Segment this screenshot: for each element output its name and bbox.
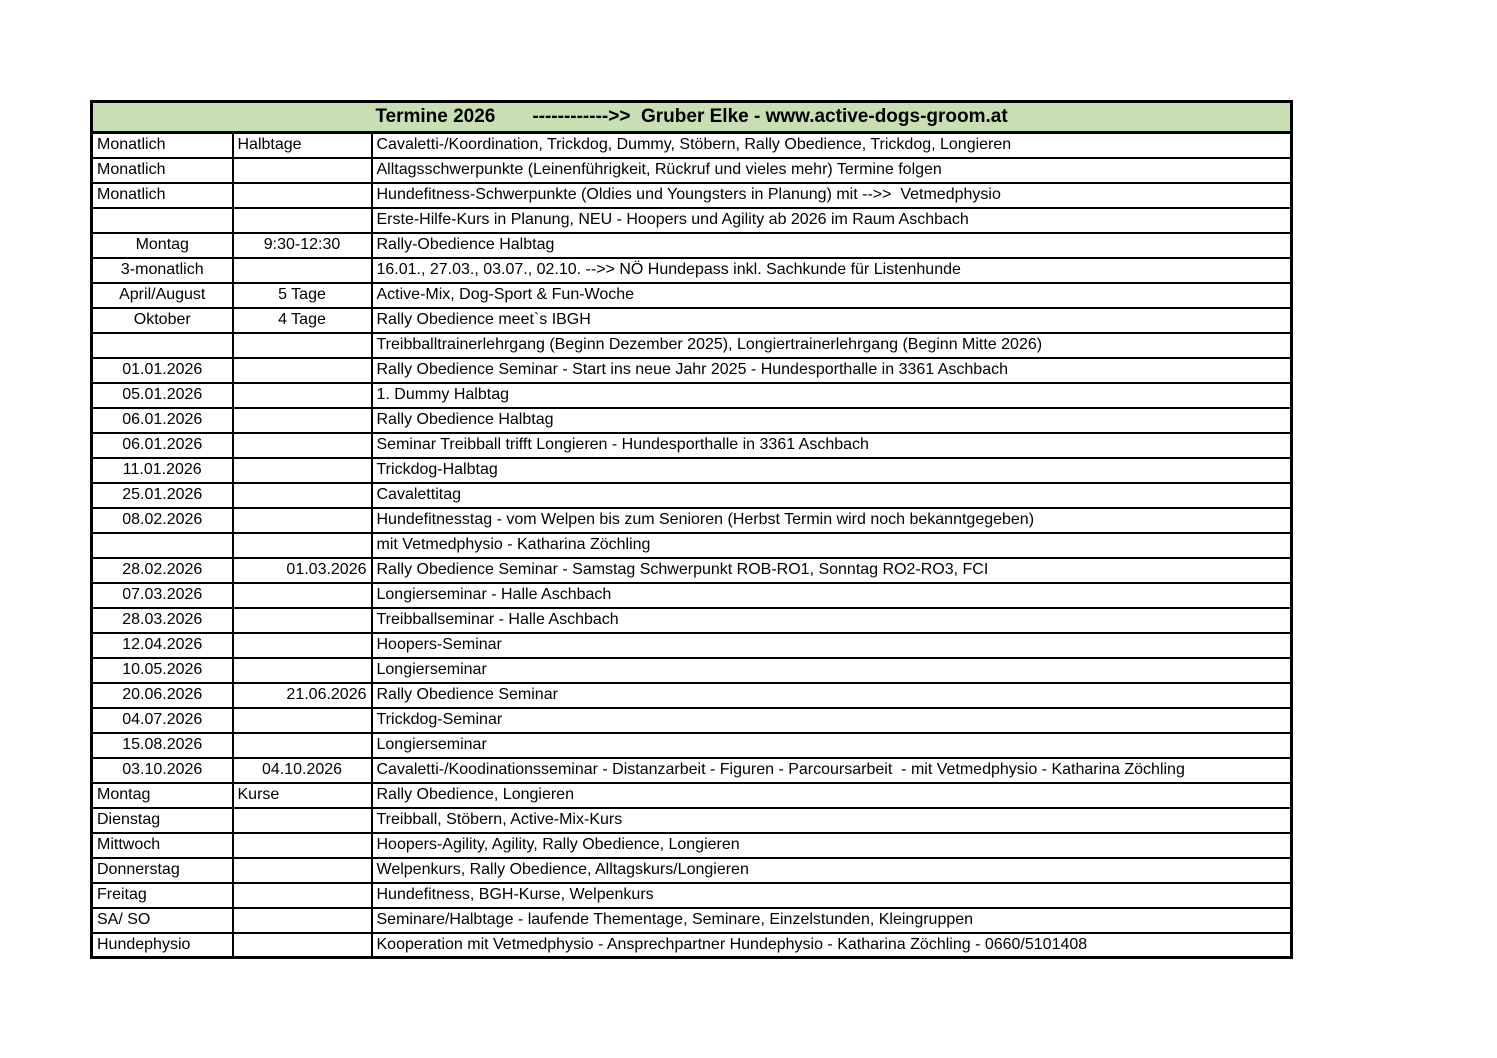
secondary-cell [233,733,372,758]
date-cell: Mittwoch [92,833,233,858]
table-row [92,608,1292,633]
table-row [92,583,1292,608]
secondary-cell: 9:30-12:30 [233,233,372,258]
description-cell: Seminar Treibball trifft Longieren - Hundesporthalle in 3361 Aschbach [372,433,1292,458]
description-cell: Erste-Hilfe-Kurs in Planung, NEU - Hoopers und Agility ab 2026 im Raum Aschbach [372,208,1292,233]
secondary-cell [233,633,372,658]
table-row [92,558,1292,583]
secondary-cell [233,433,372,458]
date-cell: April/August [92,283,233,308]
secondary-cell [233,883,372,908]
date-cell: 06.01.2026 [92,408,233,433]
date-cell: 28.03.2026 [92,608,233,633]
title-row [92,102,1292,133]
description-cell: Longierseminar [372,658,1292,683]
table-row [92,433,1292,458]
secondary-cell [233,833,372,858]
date-cell: 28.02.2026 [92,558,233,583]
description-cell: Kooperation mit Vetmedphysio - Ansprechpartner Hundephysio - Katharina Zöchling - 0660/5101408 [372,933,1292,958]
date-cell: 25.01.2026 [92,483,233,508]
description-cell: 1. Dummy Halbtag [372,383,1292,408]
description-cell: Rally Obedience Halbtag [372,408,1292,433]
table-row [92,283,1292,308]
table-row [92,308,1292,333]
description-cell: Hoopers-Seminar [372,633,1292,658]
description-cell: Longierseminar [372,733,1292,758]
table-row [92,408,1292,433]
table-row [92,683,1292,708]
secondary-cell [233,483,372,508]
secondary-cell [233,808,372,833]
secondary-cell [233,208,372,233]
description-cell: Hundefitness-Schwerpunkte (Oldies und Youngsters in Planung) mit -->> Vetmedphysio [372,183,1292,208]
table-row [92,933,1292,958]
table-row [92,483,1292,508]
table-row [92,208,1292,233]
secondary-cell: 5 Tage [233,283,372,308]
secondary-cell [233,583,372,608]
date-cell: 15.08.2026 [92,733,233,758]
date-cell: 11.01.2026 [92,458,233,483]
table-row [92,758,1292,783]
page-title: Termine 2026 ------------>> Gruber Elke - www.active-dogs-groom.at [92,102,1292,133]
description-cell: Trickdog-Halbtag [372,458,1292,483]
date-cell: 03.10.2026 [92,758,233,783]
table-body [92,133,1292,958]
secondary-cell [233,933,372,958]
secondary-cell [233,258,372,283]
date-cell: Monatlich [92,158,233,183]
description-cell: Treibballseminar - Halle Aschbach [372,608,1292,633]
date-cell: Hundephysio [92,933,233,958]
secondary-cell [233,458,372,483]
date-cell: SA/ SO [92,908,233,933]
secondary-cell [233,908,372,933]
table-row [92,883,1292,908]
secondary-cell [233,858,372,883]
table-row [92,358,1292,383]
date-cell: 20.06.2026 [92,683,233,708]
description-cell: Cavaletti-/Koordination, Trickdog, Dummy, Stöbern, Rally Obedience, Trickdog, Longieren [372,133,1292,158]
secondary-cell: 01.03.2026 [233,558,372,583]
secondary-cell [233,358,372,383]
table-row [92,658,1292,683]
date-cell: 3-monatlich [92,258,233,283]
secondary-cell: 21.06.2026 [233,683,372,708]
date-cell: Dienstag [92,808,233,833]
date-cell: Freitag [92,883,233,908]
secondary-cell: Halbtage [233,133,372,158]
date-cell: 10.05.2026 [92,658,233,683]
date-cell: 06.01.2026 [92,433,233,458]
table-row [92,508,1292,533]
document-sheet [90,100,1293,959]
description-cell: Hundefitness, BGH-Kurse, Welpenkurs [372,883,1292,908]
date-cell: 07.03.2026 [92,583,233,608]
date-cell: 12.04.2026 [92,633,233,658]
table-row [92,258,1292,283]
secondary-cell: 4 Tage [233,308,372,333]
secondary-cell: Kurse [233,783,372,808]
table-row [92,333,1292,358]
date-cell: Montag [92,233,233,258]
description-cell: Hoopers-Agility, Agility, Rally Obedience, Longieren [372,833,1292,858]
description-cell: Cavaletti-/Koodinationsseminar - Distanzarbeit - Figuren - Parcoursarbeit - mit Vetmedphysio - Katharina Zöchling [372,758,1292,783]
date-cell: 04.07.2026 [92,708,233,733]
description-cell: Rally Obedience, Longieren [372,783,1292,808]
table-row [92,133,1292,158]
date-cell: Montag [92,783,233,808]
secondary-cell [233,158,372,183]
secondary-cell [233,183,372,208]
secondary-cell [233,533,372,558]
description-cell: 16.01., 27.03., 03.07., 02.10. -->> NÖ Hundepass inkl. Sachkunde für Listenhunde [372,258,1292,283]
secondary-cell [233,333,372,358]
date-cell: 08.02.2026 [92,508,233,533]
table-row [92,458,1292,483]
table-row [92,783,1292,808]
secondary-cell [233,408,372,433]
description-cell: Rally Obedience Seminar - Start ins neue Jahr 2025 - Hundesporthalle in 3361 Aschbach [372,358,1292,383]
date-cell: 01.01.2026 [92,358,233,383]
description-cell: Hundefitnesstag - vom Welpen bis zum Senioren (Herbst Termin wird noch bekanntgegeben) [372,508,1292,533]
secondary-cell [233,608,372,633]
date-cell: Oktober [92,308,233,333]
secondary-cell [233,708,372,733]
description-cell: Rally Obedience Seminar [372,683,1292,708]
table-row [92,233,1292,258]
table-row [92,633,1292,658]
termine-table [90,100,1293,959]
date-cell [92,533,233,558]
description-cell: Alltagsschwerpunkte (Leinenführigkeit, Rückruf und vieles mehr) Termine folgen [372,158,1292,183]
table-row [92,533,1292,558]
description-cell: Treibball, Stöbern, Active-Mix-Kurs [372,808,1292,833]
description-cell: Seminare/Halbtage - laufende Thementage, Seminare, Einzelstunden, Kleingruppen [372,908,1292,933]
description-cell: Rally Obedience Seminar - Samstag Schwerpunkt ROB-RO1, Sonntag RO2-RO3, FCI [372,558,1292,583]
secondary-cell [233,508,372,533]
secondary-cell [233,658,372,683]
description-cell: Cavalettitag [372,483,1292,508]
description-cell: Trickdog-Seminar [372,708,1292,733]
secondary-cell [233,383,372,408]
description-cell: Rally-Obedience Halbtag [372,233,1292,258]
date-cell: Monatlich [92,183,233,208]
table-row [92,858,1292,883]
date-cell [92,208,233,233]
table-row [92,183,1292,208]
date-cell: Donnerstag [92,858,233,883]
table-row [92,383,1292,408]
table-row [92,908,1292,933]
description-cell: Active-Mix, Dog-Sport & Fun-Woche [372,283,1292,308]
description-cell: Longierseminar - Halle Aschbach [372,583,1292,608]
table-row [92,808,1292,833]
description-cell: mit Vetmedphysio - Katharina Zöchling [372,533,1292,558]
description-cell: Treibballtrainerlehrgang (Beginn Dezember 2025), Longiertrainerlehrgang (Beginn Mitte 2026) [372,333,1292,358]
date-cell: 05.01.2026 [92,383,233,408]
table-row [92,708,1292,733]
date-cell [92,333,233,358]
description-cell: Welpenkurs, Rally Obedience, Alltagskurs/Longieren [372,858,1292,883]
table-row [92,158,1292,183]
date-cell: Monatlich [92,133,233,158]
table-row [92,733,1292,758]
secondary-cell: 04.10.2026 [233,758,372,783]
description-cell: Rally Obedience meet`s IBGH [372,308,1292,333]
table-row [92,833,1292,858]
